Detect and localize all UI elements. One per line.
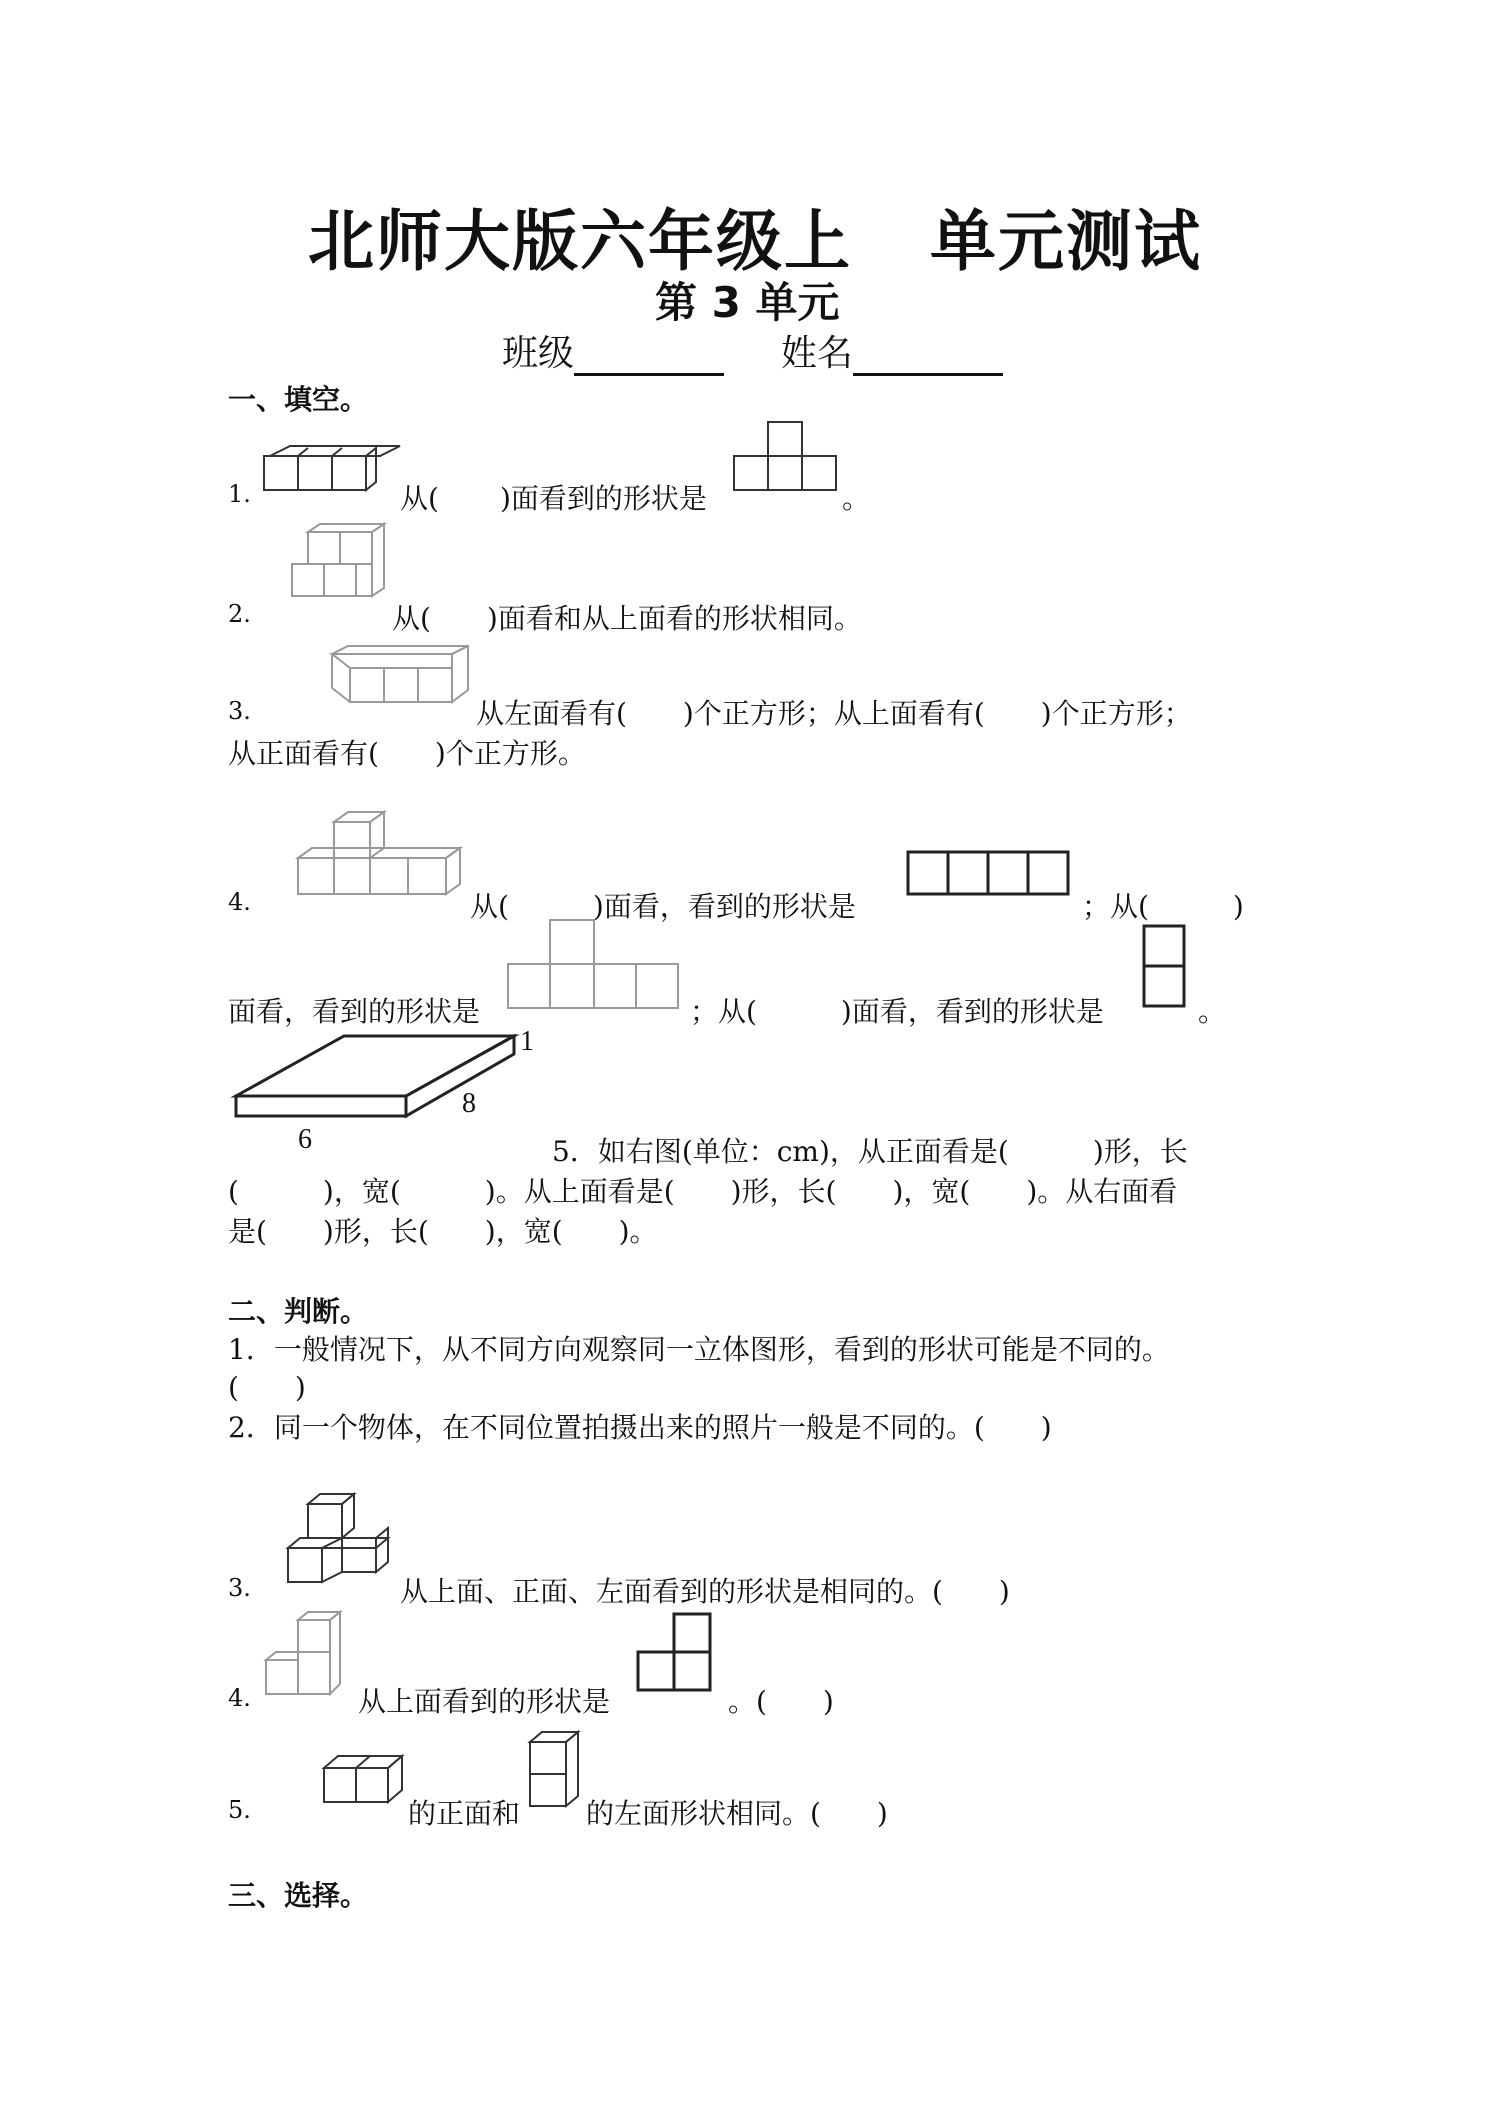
s2-q4-solid-figure <box>262 1610 358 1708</box>
page-title-right: 单元测试 <box>930 203 1202 280</box>
q4-text-a: 从( )面看，看到的形状是 <box>470 890 856 923</box>
name-blank[interactable] <box>853 339 1003 376</box>
class-field <box>502 325 1003 376</box>
q3-text: 从左面看有( )个正方形；从上面看有( )个正方形； <box>476 697 1192 730</box>
q5-cuboid-figure <box>234 1032 524 1142</box>
q2-text: 从( )面看和从上面看的形状相同。 <box>392 602 862 635</box>
q5-dim-bottom: 6 <box>298 1124 312 1155</box>
class-blank[interactable] <box>574 339 724 376</box>
q4-view-shape-3 <box>1142 924 1190 1010</box>
s2-q4-number: 4. <box>228 1684 251 1712</box>
q4-number: 4. <box>228 888 251 916</box>
section1-heading: 一、填空。 <box>228 383 369 416</box>
q4-solid-figure <box>290 810 470 900</box>
q2-number: 2. <box>228 600 251 628</box>
unit-subtitle: 第 3 单元 <box>655 278 840 327</box>
s2-q5-text-a: 的正面和 <box>408 1797 521 1830</box>
q1-view-shape <box>734 420 834 492</box>
q5-text-line1: 5．如右图(单位：cm)，从正面看是( )形，长 <box>552 1135 1188 1168</box>
q1-text-a: 从( <box>400 482 439 515</box>
q1-text-b: )面看到的形状是 <box>500 482 707 515</box>
s2-q2-text: 2．同一个物体，在不同位置拍摄出来的照片一般是不同的。( ) <box>228 1411 1052 1444</box>
s2-q1-text-line2: ( ) <box>228 1371 306 1404</box>
name-label: 姓名 <box>780 333 853 374</box>
q4-text-e: 。 <box>1198 995 1227 1028</box>
s2-q5-text-b: 的左面形状相同。( ) <box>586 1797 888 1830</box>
q4-text-d: ；从( )面看，看到的形状是 <box>690 995 1104 1028</box>
s2-q3-number: 3. <box>228 1574 251 1602</box>
class-label: 班级 <box>502 333 575 374</box>
section2-heading: 二、判断。 <box>228 1295 369 1328</box>
page-title-left: 北师大版六年级上 <box>308 203 852 280</box>
s2-q3-solid-figure <box>284 1492 394 1592</box>
s2-q4-text-b: 。( ) <box>728 1685 834 1718</box>
q5-text-line2: ( )，宽( )。从上面看是( )形，长( )，宽( )。从右面看 <box>228 1175 1178 1208</box>
q3-solid-figure <box>318 644 468 704</box>
q5-dim-right: 8 <box>462 1088 476 1119</box>
s2-q3-text: 从上面、正面、左面看到的形状是相同的。( ) <box>400 1575 1010 1608</box>
q1-number: 1. <box>228 480 251 508</box>
q1-solid-figure <box>262 440 382 500</box>
q3-number: 3. <box>228 697 251 725</box>
section3-heading: 三、选择。 <box>228 1879 369 1912</box>
s2-q5-solid-figure-a <box>322 1752 406 1816</box>
q4-view-shape-2 <box>506 918 682 1010</box>
q4-text-c: 面看，看到的形状是 <box>228 995 481 1028</box>
q5-dim-top: 1 <box>520 1026 534 1057</box>
q1-text-c: 。 <box>842 482 871 515</box>
q3-text-line2: 从正面看有( )个正方形。 <box>228 737 586 770</box>
s2-q5-solid-figure-b <box>528 1730 584 1810</box>
s2-q1-text: 1．一般情况下，从不同方向观察同一立体图形，看到的形状可能是不同的。 <box>228 1333 1170 1366</box>
q5-text-line3: 是( )形，长( )，宽( )。 <box>228 1215 658 1248</box>
s2-q5-number: 5. <box>228 1796 251 1824</box>
q4-text-b: ；从( ) <box>1082 890 1244 923</box>
q2-solid-figure <box>290 522 390 612</box>
s2-q4-view-shape <box>636 1612 716 1694</box>
s2-q4-text-a: 从上面看到的形状是 <box>358 1685 611 1718</box>
q4-view-shape-1 <box>906 850 1070 898</box>
